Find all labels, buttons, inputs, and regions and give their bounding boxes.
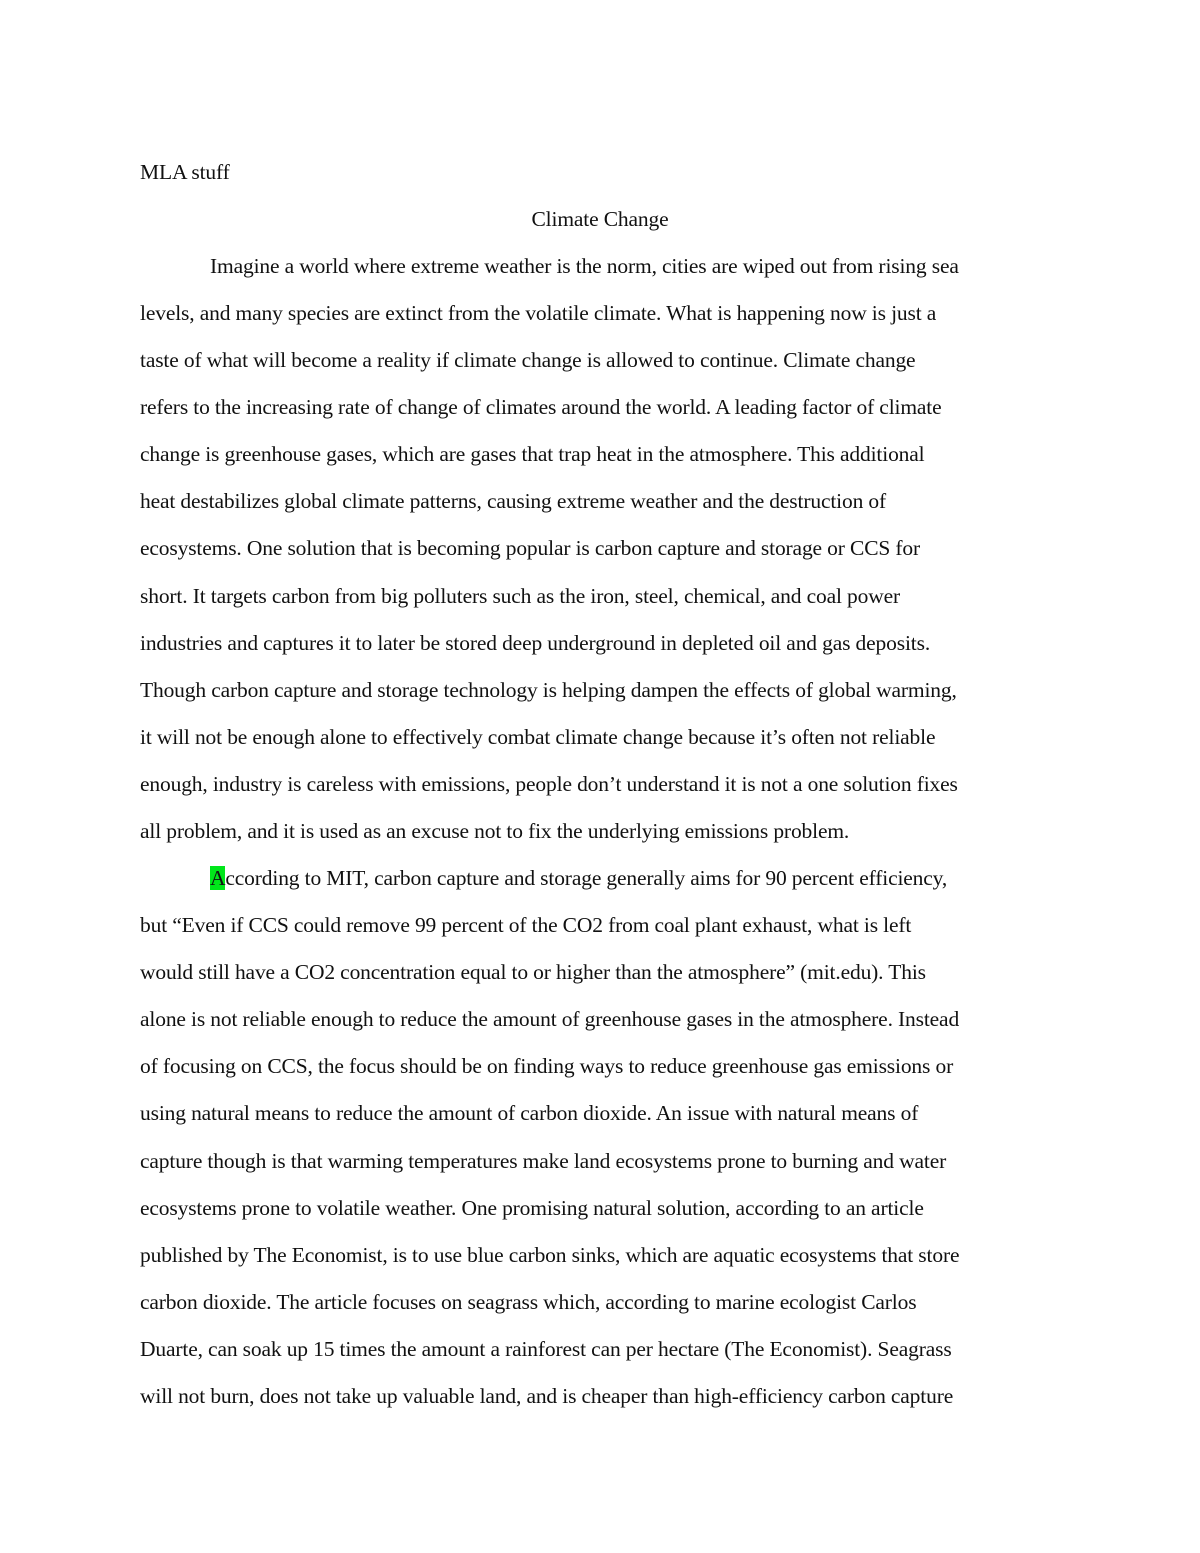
paragraph-line: Imagine a world where extreme weather is the norm, cities are wiped out from rising sea [210,254,959,278]
paragraph-line: enough, industry is careless with emissions, people don’t understand it is not a one solution fixes [140,772,958,796]
paragraph-line: would still have a CO2 concentration equal to or higher than the atmosphere” (mit.edu). This [140,960,926,984]
paragraph-line: all problem, and it is used as an excuse not to fix the underlying emissions problem. [140,819,850,843]
paragraph-line-text: ccording to MIT, carbon capture and storage generally aims for 90 percent efficiency, [225,866,948,890]
paragraph-line: ecosystems prone to volatile weather. One promising natural solution, according to an article [140,1196,924,1220]
paragraph-line: published by The Economist, is to use blue carbon sinks, which are aquatic ecosystems that store [140,1243,960,1267]
paragraph-line: it will not be enough alone to effectively combat climate change because it’s often not reliable [140,725,936,749]
paragraph-line: Duarte, can soak up 15 times the amount a rainforest can per hectare (The Economist). Seagrass [140,1337,952,1361]
paragraph-line: will not burn, does not take up valuable land, and is cheaper than high-efficiency carbon capture [140,1384,954,1408]
paragraph-line: using natural means to reduce the amount of carbon dioxide. An issue with natural means of [140,1101,919,1125]
paragraph-line: levels, and many species are extinct from the volatile climate. What is happening now is just a [140,301,937,325]
paragraph-line: Though carbon capture and storage technology is helping dampen the effects of global warming, [140,678,957,702]
paragraph-line: refers to the increasing rate of change of climates around the world. A leading factor of climate [140,395,942,419]
paragraph-line: change is greenhouse gases, which are gases that trap heat in the atmosphere. This additional [140,442,925,466]
paragraph-line: but “Even if CCS could remove 99 percent of the CO2 from coal plant exhaust, what is left [140,913,912,937]
paragraph-line: industries and captures it to later be stored deep underground in depleted oil and gas deposits. [140,631,931,655]
paragraph-line: alone is not reliable enough to reduce the amount of greenhouse gases in the atmosphere. Instead [140,1007,960,1031]
document-heading: MLA stuff [140,160,230,184]
paragraph-line: heat destabilizes global climate patterns, causing extreme weather and the destruction of [140,489,887,513]
highlighted-letter: A [210,866,226,890]
paragraph-line: short. It targets carbon from big polluters such as the iron, steel, chemical, and coal power [140,584,901,608]
paragraph-line: capture though is that warming temperatures make land ecosystems prone to burning and water [140,1149,947,1173]
paragraph-line: taste of what will become a reality if climate change is allowed to continue. Climate change [140,348,916,372]
paragraph-line: of focusing on CCS, the focus should be on finding ways to reduce greenhouse gas emissions or [140,1054,954,1078]
paragraph-line: carbon dioxide. The article focuses on seagrass which, according to marine ecologist Carlos [140,1290,917,1314]
paragraph-line: ecosystems. One solution that is becoming popular is carbon capture and storage or CCS for [140,536,921,560]
paragraph-first-line [210,866,947,890]
document-title: Climate Change [531,207,669,231]
